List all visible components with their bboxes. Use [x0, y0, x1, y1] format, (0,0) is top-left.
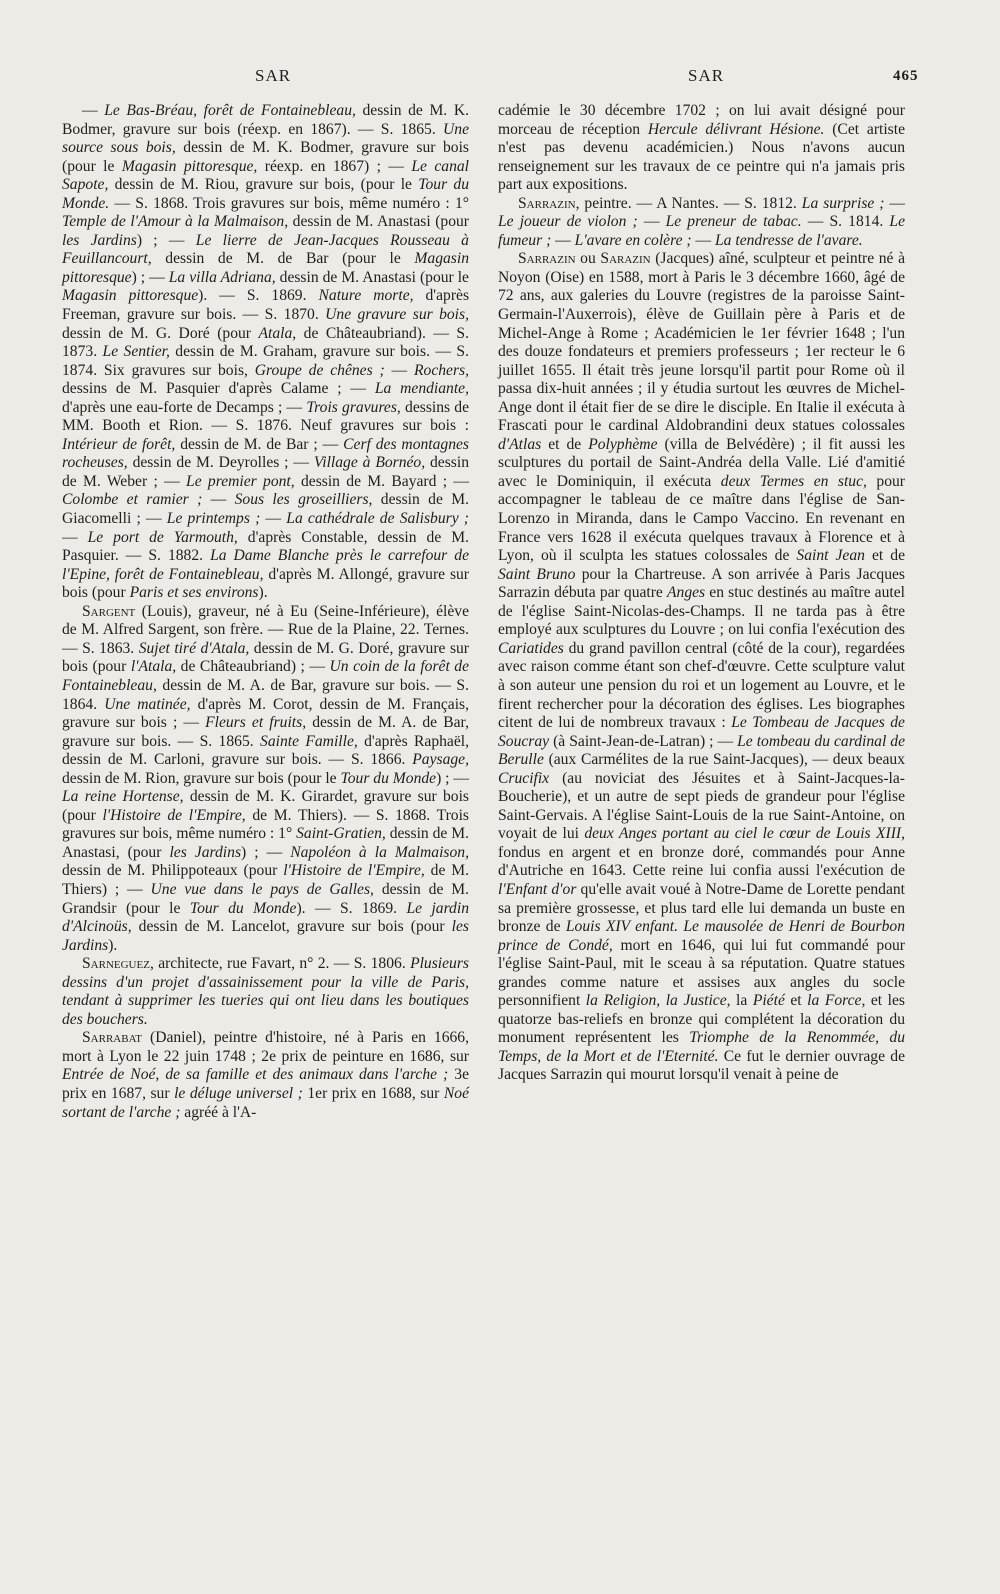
- work-title: La reine Hortense,: [62, 788, 184, 806]
- text-run: dessin de M. K. Bodmer, gravure sur bois (réexp. en 1867). — S. 1865.: [62, 102, 469, 138]
- text-run: et de: [864, 547, 905, 565]
- work-title: Polyphème: [588, 435, 658, 453]
- text-run: d'après Constable, dessin de M. Pasquier. — S. 1882.: [62, 528, 469, 565]
- work-title: Tour du Monde: [189, 899, 297, 917]
- text-run: ) ; —: [136, 231, 196, 249]
- text-run: pour accompagner le tableau de ce maître dans l'église de San-Lorenzo in Miranda, dans le Campo Vaccino. En revenant en France vers 1628 il exécuta quelques travaux à Florence et à Lyon, où il sculpta les statues colossales de: [498, 472, 905, 565]
- text-run: —: [82, 102, 105, 119]
- work-title: La tendresse de l'avare.: [715, 231, 863, 249]
- text-run: dessin de M. Philippoteaux (pour: [62, 862, 284, 880]
- work-title: Le Sentier,: [102, 343, 170, 361]
- text-run: du grand pavillon central (côté de la cour), regardées avec raison comme étant son chef-d'œuvre. Cette sculpture valut à son auteur une pension du roi et un logement au Louvre, et le firent rechercher pour la décoration des églises. Les biographes citent de lui de nombreux travaux :: [498, 639, 905, 732]
- text-run: dessin de M. Bayard ; —: [294, 472, 469, 490]
- work-title: La Dame Blanche près le carrefour de l'Epine, forêt de Fontainebleau,: [62, 547, 469, 583]
- work-title: Le fumeur ;: [498, 213, 905, 249]
- work-title: Le Tombeau de Jacques de Soucray: [498, 714, 905, 750]
- paragraph: [498, 195, 905, 251]
- work-title: Village à Bornéo,: [313, 454, 426, 472]
- work-title: Une vue dans le pays de Galles,: [150, 880, 374, 898]
- text-run: dessin de M. de Bar ; —: [175, 435, 344, 453]
- work-title: Le port de Yarmouth,: [87, 528, 238, 546]
- work-title: Saint Bruno: [498, 565, 576, 583]
- work-title: Noé sortant de l'arche ;: [62, 1084, 469, 1121]
- text-run: d'après M. Corot, dessin de M. Français, gravure sur bois ; —: [62, 695, 470, 732]
- work-title: Le tombeau du cardinal de Berulle: [498, 732, 905, 769]
- work-title: Plusieurs dessins d'un projet d'assainissement pour la ville de Paris, tendant à supprimer les tueries qui ont lieu dans les boutiques des bouchers.: [62, 955, 469, 1028]
- text-run: (villa de Belvédère) ; il fit aussi les sculptures du portail de Saint-Andréa della Valle. Lié d'amitié avec le Dominiquin, il exécuta: [498, 435, 906, 490]
- work-title: La cathédrale de Salisbury ;: [286, 510, 469, 528]
- work-title: la Religion, la Justice,: [585, 992, 731, 1010]
- work-title: Le printemps ;: [166, 510, 261, 528]
- text-run: agréé à l'A-: [180, 1103, 257, 1121]
- work-title: Groupe de chênes ;: [254, 361, 385, 379]
- text-run: dessin de M. K. Girardet, gravure sur bois (pour: [62, 788, 470, 824]
- entry-name: Sargent: [82, 602, 136, 620]
- work-title: la Force,: [807, 992, 866, 1010]
- work-title: Magasin pittoresque: [62, 287, 199, 305]
- work-title: Colombe et ramier ;: [62, 491, 203, 509]
- page-number: 465: [893, 68, 919, 84]
- text-run: ).: [258, 584, 268, 602]
- text-run: fondus en argent et en bronze doré, commandés pour Anne d'Autriche en 1643. Cette reine lui confia aussi l'exécution de: [498, 843, 905, 880]
- work-title: Entrée de Noé, de sa famille et des animaux dans l'arche ;: [62, 1066, 449, 1084]
- work-title: les Jardins: [62, 231, 137, 249]
- text-run: dessin de M. K. Bodmer, gravure sur bois (pour le: [62, 139, 469, 175]
- work-title: Crucifix: [498, 769, 550, 787]
- work-title: Sainte Famille,: [260, 732, 358, 750]
- work-title: Le premier pont,: [186, 472, 295, 490]
- work-title: Nature morte,: [318, 287, 414, 305]
- text-run: dessin de M. Graham, gravure sur bois. — S. 1874. Six gravures sur bois,: [62, 343, 469, 379]
- work-title: Paris et ses environs: [129, 584, 259, 602]
- work-title: Piété: [752, 992, 785, 1010]
- work-title: Napoléon à la Malmaison,: [290, 843, 469, 861]
- text-run: d'après Freeman, gravure sur bois. — S. 1870.: [62, 287, 470, 324]
- work-title: Paysage,: [412, 751, 469, 769]
- work-title: le déluge universel ;: [174, 1084, 303, 1102]
- work-title: Anges: [667, 584, 706, 602]
- paragraph: [498, 250, 905, 1085]
- work-title: deux Anges portant au ciel le cœur de Louis XIII,: [584, 825, 905, 843]
- text-run: dessin de M. Anastasi (pour: [288, 213, 469, 231]
- text-run: —: [260, 510, 287, 528]
- text-run: dessins de MM. Booth et Rion. — S. 1876. Neuf gravures sur bois :: [62, 398, 469, 435]
- text-run: —: [691, 231, 715, 249]
- work-title: Le Bas-Bréau, forêt de Fontainebleau,: [104, 102, 356, 119]
- text-run: dessin de M. A. de Bar, gravure sur bois. — S. 1864.: [62, 676, 469, 713]
- text-run: ) ; —: [241, 843, 291, 861]
- text-run: (Cet artiste n'est pas devenu académicien.) Nous n'avons aucun renseignement sur les travaux de ce peintre qui n'a jamais pris part aux expositions.: [498, 120, 905, 194]
- text-run: dessin de M. Anastasi (pour le: [275, 268, 469, 286]
- work-title: Le canal Sapote,: [62, 157, 470, 194]
- text-run: dessin de M. G. Doré, gravure sur bois (pour: [62, 639, 469, 676]
- text-run: 3e prix en 1687, sur: [62, 1066, 469, 1102]
- text-run: (Jacques) aîné, sculpteur et peintre né à Noyon (Oise) en 1588, mort à Paris le 3 décembre 1660, âgé de 72 ans, aux galeries du Louvre (registres de la paroisse Saint-Germain-l'Auxerrois), élève de Guillain père à Paris et de Michel-Ange à Rome ; Académicien le 1er février 1648 ; l'un des douze fondateurs et premiers professeurs ; 1er recteur le 6 juillet 1655. Il était très jeune lorsqu'il partit pour Rome où il passa dix-huit années ; il y étudia surtout les œuvres de Michel-Ange dont il était fier de se dire le disciple. En Italie il exécuta à Frascati pour le cardinal Aldobrandini deux statues colossales: [498, 250, 906, 435]
- text-run: Ce fut le dernier ouvrage de Jacques Sarrazin qui mourut lorsqu'il venait à peine de: [498, 1047, 905, 1084]
- text-run: dessin de M. Riou, gravure sur bois, (pour le: [108, 176, 419, 194]
- text-run: d'après Raphaël, dessin de M. Carloni, gravure sur bois. — S. 1866.: [62, 732, 469, 769]
- text-run: d'après une eau-forte de Decamps ; —: [62, 398, 307, 416]
- entry-name: Sarrabat: [82, 1029, 143, 1047]
- text-run: dessin de M. A. de Bar, gravure sur bois. — S. 1865.: [62, 714, 469, 750]
- text-run: mort en 1646, qui lui fut commandé pour l'église Saint-Paul, mit le sceau à sa réputation. Quatre statues grandes comme nature et assises aux angles du socle personnifient: [498, 936, 905, 1010]
- work-title: Tour du Monde: [340, 769, 437, 787]
- work-title: Une gravure sur bois,: [325, 306, 469, 324]
- text-run: dessin de M. Grandsir (pour le: [62, 880, 469, 917]
- text-run: d'après M. Allongé, gravure sur bois (pour: [62, 565, 469, 602]
- text-run: (à Saint-Jean-de-Latran) ; —: [549, 732, 738, 750]
- work-title: Fleurs et fruits,: [205, 714, 307, 732]
- text-run: —: [62, 528, 88, 546]
- running-head-right: SAR: [688, 66, 725, 85]
- work-title: Le jardin d'Alcinoüs,: [62, 899, 469, 936]
- text-run: dessin de M. Giacomelli ; —: [62, 491, 469, 528]
- work-title: Une source sous bois,: [62, 120, 469, 157]
- text-run: ) ; —: [131, 268, 169, 286]
- text-run: dessins de M. Pasquier d'après Calame ; —: [62, 380, 375, 398]
- text-run: dessin de M. Anastasi, (pour: [62, 825, 469, 861]
- work-title: Trois gravures,: [306, 398, 401, 416]
- text-run: —: [637, 213, 666, 231]
- work-title: Magasin pittoresque,: [121, 157, 258, 175]
- entry-name: Sarneguez: [82, 955, 150, 973]
- running-head: [0, 66, 1000, 90]
- work-title: l'Histoire de l'Empire,: [102, 806, 246, 824]
- text-run: et de: [541, 435, 589, 453]
- text-run: et: [784, 992, 808, 1010]
- text-run: (au noviciat des Jésuites et à Saint-Jacques-la-Boucherie), et un autre de sept pieds de grandeur pour l'église Saint-Gervais. A l'église Saint-Louis de la rue Saint-Antoine, on voyait de lui: [498, 769, 905, 843]
- text-run: —: [551, 231, 575, 249]
- text-run: (Daniel), peintre d'histoire, né à Paris en 1666, mort à Lyon le 22 juin 1748 ; 2e prix de peinture en 1686, sur: [62, 1029, 469, 1065]
- work-title: L'avare en colère ;: [574, 231, 692, 249]
- text-run: dessin de M. de Bar (pour le: [151, 250, 415, 268]
- text-run: —: [384, 361, 414, 379]
- entry-name: Sarrazin: [518, 250, 576, 268]
- paragraph: [62, 102, 469, 603]
- work-title: Saint-Gratien,: [296, 825, 386, 843]
- paragraph: [498, 102, 905, 195]
- paragraph: [62, 603, 469, 955]
- work-title: Intérieur de forêt,: [62, 435, 176, 453]
- text-run: ). — S. 1869.: [198, 287, 319, 305]
- work-title: d'Atlas: [498, 435, 542, 453]
- work-title: deux Termes en stuc,: [720, 472, 867, 490]
- text-run: — S. 1814.: [801, 213, 890, 231]
- work-title: les Jardins: [169, 843, 242, 861]
- text-run: qu'elle avait voué à Notre-Dame de Lorette pendant sa première grossesse, et plus tard elle lui demanda un buste en bronze de: [498, 880, 905, 936]
- work-title: Sujet tiré d'Atala,: [138, 639, 250, 657]
- text-run: 1er prix en 1688, sur: [302, 1084, 444, 1102]
- work-title: Temple de l'Amour à la Malmaison,: [62, 213, 289, 231]
- text-run: cadémie le 30 décembre 1702 ; on lui avait désigné pour morceau de réception: [498, 102, 905, 138]
- work-title: La mendiante,: [374, 380, 469, 398]
- work-title: La villa Adriana,: [168, 268, 276, 286]
- work-title: Atala,: [258, 324, 297, 342]
- work-title: Sous les groseilliers,: [234, 491, 373, 509]
- text-run: dessin de M. Rion, gravure sur bois (pour le: [62, 769, 341, 787]
- entry-name: Sarrazin: [518, 194, 576, 212]
- paragraph: [62, 955, 469, 1029]
- work-title: Rochers,: [414, 361, 469, 379]
- text-run: dessin de M. Lancelot, gravure sur bois (pour: [131, 918, 452, 936]
- text-run: dessin de M. Deyrolles ; —: [127, 454, 314, 472]
- text-run: , architecte, rue Favart, n° 2. — S. 1806.: [149, 955, 411, 973]
- work-title: Hercule délivrant Hésione.: [647, 120, 825, 138]
- text-run: de M. Thiers) ; —: [62, 862, 469, 898]
- text-run: dessin de M. Weber ; —: [62, 454, 469, 490]
- work-title: l'Enfant d'or: [498, 880, 577, 898]
- work-title: les Jardins: [62, 918, 469, 954]
- text-run: —: [884, 194, 905, 212]
- work-title: Cariatides: [498, 639, 564, 657]
- text-run: réexp. en 1867) ; —: [257, 157, 412, 175]
- work-title: Saint Jean: [796, 547, 865, 565]
- text-run: de M. Thiers). — S. 1868. Trois gravures sur bois, même numéro : 1°: [62, 806, 469, 843]
- entry-name: Sarazin: [600, 250, 651, 268]
- text-run: de Châteaubriand) ; —: [176, 658, 330, 676]
- work-title: Le joueur de violon ;: [498, 213, 638, 231]
- text-run: ) ; —: [436, 769, 470, 787]
- text-run: en stuc destinés au maître autel de l'église Saint-Nicolas-des-Champs. Il ne tarda pas à être employé aux sculptures du Louvre ; on lui confia l'exécution des: [498, 584, 905, 639]
- work-title: Magasin pittoresque: [62, 250, 469, 286]
- text-run: dessin de M. G. Doré (pour: [62, 324, 259, 342]
- running-head-left: SAR: [255, 66, 292, 85]
- text-run: et les quatorze bas-reliefs en bronze qui complétent la décoration du monument représentent les: [498, 992, 905, 1047]
- work-title: Le preneur de tabac.: [665, 213, 802, 231]
- work-title: Triomphe de la Renommée, du Temps, de la Mort et de l'Eternité.: [498, 1029, 905, 1065]
- text-run: pour la Chartreuse. A son arrivée à Paris Jacques Sarrazin débuta par quatre: [498, 565, 905, 602]
- text-run: —: [202, 491, 235, 509]
- text-run: — S. 1868. Trois gravures sur bois, même numéro : 1°: [109, 194, 469, 212]
- work-title: Une matinée,: [104, 695, 191, 713]
- text-run: ).: [108, 936, 118, 954]
- right-column: [498, 102, 905, 1085]
- work-title: l'Atala,: [130, 658, 177, 676]
- text-run: ou: [575, 250, 601, 268]
- text-run: (aux Carmélites de la rue Saint-Jacques), — deux beaux: [543, 751, 905, 769]
- text-run: (Louis), graveur, né à Eu (Seine-Inférieure), élève de M. Alfred Sargent, son frère. — Rue de la Plaine, 22. Ternes. — S. 1863.: [62, 602, 469, 657]
- text-run: de Châteaubriand). — S. 1873.: [62, 324, 470, 361]
- text-run: la: [730, 992, 753, 1010]
- text-run: , peintre. — A Nantes. — S. 1812.: [575, 194, 802, 212]
- work-title: Le lierre de Jean-Jacques Rousseau à Feuillancourt,: [62, 231, 469, 268]
- work-title: Cerf des montagnes rocheuses,: [62, 435, 469, 472]
- work-title: Louis XIV enfant. Le mausolée de Henri de Bourbon prince de Condé,: [498, 918, 905, 954]
- work-title: La surprise ;: [801, 194, 885, 212]
- work-title: Un coin de la forêt de Fontainebleau,: [62, 658, 470, 694]
- work-title: l'Histoire de l'Empire,: [283, 862, 425, 880]
- paragraph: [62, 1029, 469, 1122]
- left-column: [62, 102, 469, 1122]
- text-run: ). — S. 1869.: [296, 899, 407, 917]
- work-title: Tour du Monde.: [62, 176, 469, 212]
